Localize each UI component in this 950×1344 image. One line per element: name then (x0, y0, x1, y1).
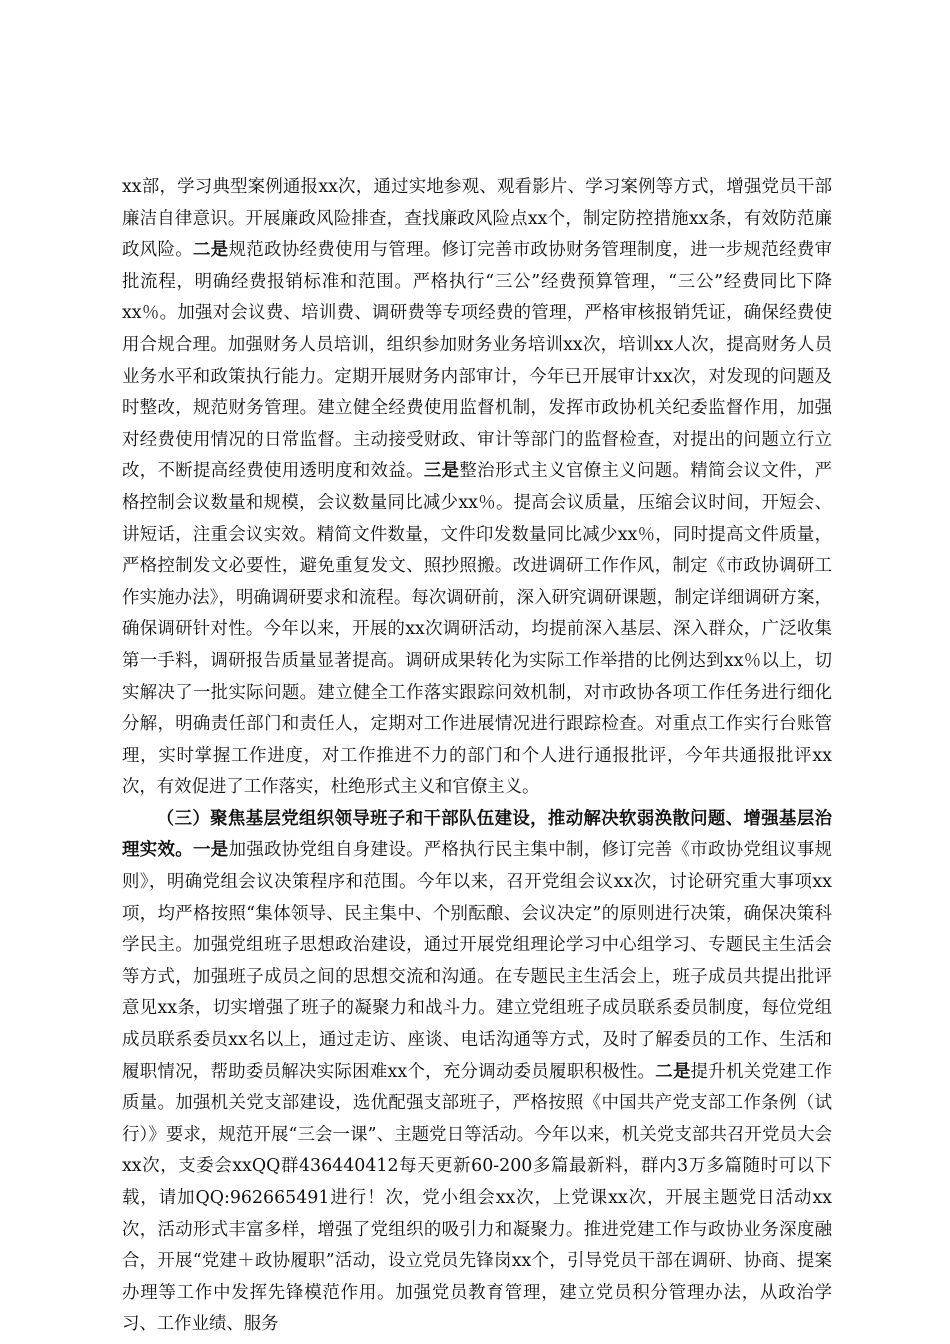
body-text: 加强政协党组自身建设。严格执行民主集中制，修订完善《市政协党组议事规则》，明确党组会议决策程序和范围。今年以来，召开党组会议xx次，讨论研究重大事项xx项，均严格按照“集体领导、民主集中、个别酝酿、会议决定”的原则进行决策，确保决策科学民主。加强党组班子思想政治建设，通过开展党组理论学习中心组学习、专题民主生活会等方式，加强班子成员之间的思想交流和沟通。在专题民主生活会上，班子成员共提出批评意见xx条，切实增强了班子的凝聚力和战斗力。建立党组班子成员联系委员制度，每位党组成员联系委员xx名以上，通过走访、座谈、电话沟通等方式，及时了解委员的工作、生活和履职情况，帮助委员解决实际困难xx个，充分调动委员履职积极性。 (122, 840, 832, 1082)
body-text: 提升机关党建工作质量。加强机关党支部建设，选优配强支部班子，严格按照《中国共产党支部工作条例（试行）》要求，规范开展“三会一课”、主题党日等活动。今年以来，机关党支部共召开党员大会xx次，支委会xxQQ群436440412每天更新60-200多篇最新料，群内3万多篇随时可以下载，请加QQ:962665491进行！次，党小组会xx次，上党课xx次，开展主题党日活动xx次，活动形式丰富多样，增强了党组织的吸引力和凝聚力。推进党建工作与政协业务深度融合，开展“党建＋政协履职”活动，设立党员先锋岗xx个，引导党员干部在调研、协商、提案办理等工作中发挥先锋模范作用。加强党员教育管理，建立党员积分管理办法，从政治学习、工作业绩、服务 (122, 1061, 832, 1335)
bold-lead-text: 三是 (423, 461, 460, 482)
body-text: 整治形式主义官僚主义问题。精简会议文件，严格控制会议数量和规模，会议数量同比减少xx％。提高会议质量，压缩会议时间，开短会、讲短话，注重会议实效。精简文件数量，文件印发数量同比减少xx％，同时提高文件质量，严格控制发文必要性，避免重复发文、照抄照搬。改进调研工作作风，制定《市政协调研工作实施办法》，明确调研要求和流程。每次调研前，深入研究调研课题，制定详细调研方案，确保调研针对性。今年以来，开展的xx次调研活动，均提前深入基层、深入群众，广泛收集第一手料，调研报告质量显著提高。调研成果转化为实际工作举措的比例达到xx％以上，切实解决了一批实际问题。建立健全工作落实跟踪问效机制，对市政协各项工作任务进行细化分解，明确责任部门和责任人，定期对工作进展情况进行跟踪检查。对重点工作实行台账管理，实时掌握工作进度，对工作推进不力的部门和个人进行通报批评，今年共通报批评xx次，有效促进了工作落实，杜绝形式主义和官僚主义。 (122, 461, 832, 798)
bold-lead-text: （三）聚焦基层党组织领导班子和干部队伍建设，推动解决软弱涣散问题、增强基层治理实效。 (122, 808, 832, 861)
bold-lead-text: 二是 (655, 1061, 691, 1082)
paragraph-continuation (122, 172, 832, 804)
body-text: 规范政协经费使用与管理。修订完善市政协财务管理制度，进一步规范经费审批流程，明确经费报销标准和范围。严格执行“三公”经费预算管理，“三公”经费同比下降xx％。加强对会议费、培训费、调研费等专项经费的管理，严格审核报销凭证，确保经费使用合规合理。加强财务人员培训，组织参加财务业务培训xx次，培训xx人次，提高财务人员业务水平和政策执行能力。定期开展财务内部审计，今年已开展审计xx次，对发现的问题及时整改，规范财务管理。建立健全经费使用监督机制，发挥市政协机关纪委监督作用，加强对经费使用情况的日常监督。主动接受财政、审计等部门的监督检查，对提出的问题立行立改，不断提高经费使用透明度和效益。 (122, 240, 832, 482)
bold-lead-text: 二是 (193, 240, 229, 261)
bold-lead-text: 一是 (193, 840, 229, 861)
paragraph-section-three (122, 804, 832, 1341)
body-text: xx部，学习典型案例通报xx次，通过实地参观、观看影片、学习案例等方式，增强党员干部廉洁自律意识。开展廉政风险排查，查找廉政风险点xx个，制定防控措施xx条，有效防范廉政风险。 (122, 177, 832, 261)
document-page (122, 172, 832, 1341)
